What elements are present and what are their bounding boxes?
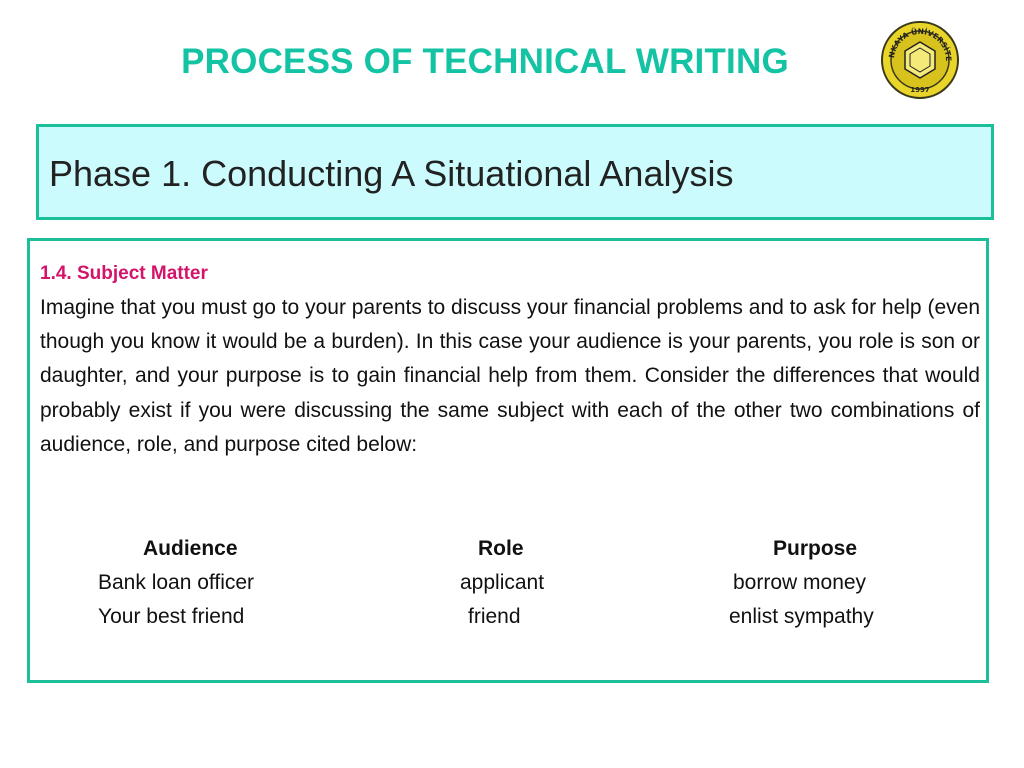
- slide-title: PROCESS OF TECHNICAL WRITING: [181, 42, 789, 81]
- table-cell-purpose: enlist sympathy: [729, 605, 874, 628]
- phase-heading: Phase 1. Conducting A Situational Analysis: [49, 153, 734, 194]
- table-header-audience: Audience: [143, 537, 238, 560]
- section-heading: 1.4. Subject Matter: [40, 263, 208, 284]
- table-header-purpose: Purpose: [773, 537, 858, 560]
- table-header-role: Role: [478, 537, 524, 560]
- body-paragraph: Imagine that you must go to your parents to discuss your financial problems and to ask for help (even though you know it would be a burden). In this case your audience is your parents, you role is son or daughter, and your purpose is to gain financial help from them. Consider the differences that would probably exist if you were discussing the same subject with each of the other two combinations of audience, role, and purpose cited below:: [40, 296, 980, 456]
- seal-arc-text: NKAYA ÜNİVERSİTE: [886, 26, 954, 62]
- content-box: [27, 238, 989, 683]
- table-cell-audience: Bank loan officer: [98, 571, 255, 594]
- seal-year: 1997: [910, 86, 930, 94]
- table-cell-role: applicant: [460, 571, 545, 594]
- table-cell-audience: Your best friend: [98, 605, 245, 628]
- table-cell-purpose: borrow money: [733, 571, 867, 594]
- table-cell-role: friend: [468, 605, 521, 628]
- university-seal-icon: [880, 20, 960, 100]
- phase-heading-box: [36, 124, 994, 220]
